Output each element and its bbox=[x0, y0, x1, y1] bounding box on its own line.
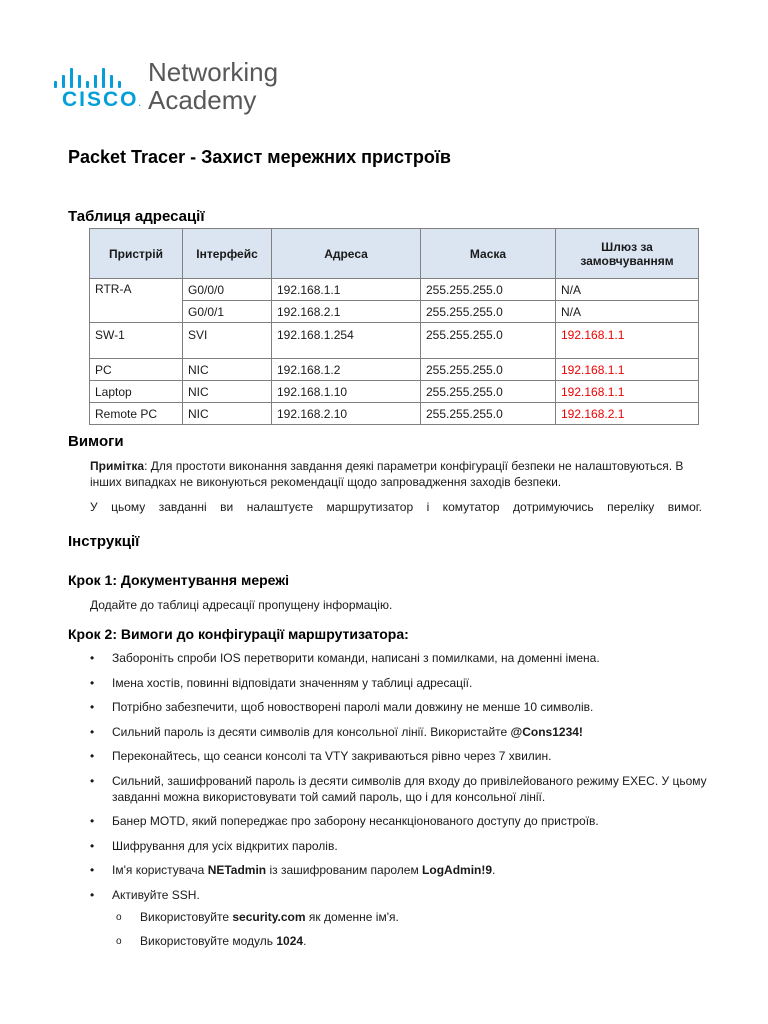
ssh-sublist bbox=[112, 909, 710, 949]
note-paragraph bbox=[90, 458, 702, 490]
step1-title: Крок 1: Документування мережі bbox=[68, 572, 290, 588]
list-item: • Імена хостів, повинні відповідати значенням у таблиці адресації. bbox=[90, 675, 473, 690]
list-item: • Забороніть спроби IOS перетворити команди, написані з помилками, на доменні імена. bbox=[90, 651, 600, 665]
list-item: • Сильний, зашифрований пароль із десяти символів для входу до привілейованого режиму EXEC. У цьому завданні можна використовувати той самий пароль, що і для консольної лінії. bbox=[90, 773, 707, 804]
table-row: Remote PC NIC 192.168.2.10 255.255.255.0 192.168.2.1 bbox=[90, 403, 699, 425]
table-row: G0/0/1 192.168.2.1 255.255.255.0 N/A bbox=[90, 301, 699, 323]
page-title: Packet Tracer - Захист мережних пристроїв bbox=[68, 147, 451, 167]
list-item: • Потрібно забезпечити, щоб новостворені паролі мали довжину не менше 10 символів. bbox=[90, 700, 594, 714]
list-item: • Сильний пароль із десяти символів для консольної лінії. Використайте @Cons1234! bbox=[90, 724, 583, 739]
table-row: SW-1 SVI 192.168.1.254 255.255.255.0 192.168.1.1 bbox=[90, 323, 699, 359]
table-row: Laptop NIC 192.168.1.10 255.255.255.0 192.168.1.1 bbox=[90, 381, 699, 403]
addressing-table bbox=[89, 228, 699, 425]
list-item: • Шифрування для усіх відкритих паролів. bbox=[90, 838, 338, 853]
networking-word: Networking bbox=[148, 57, 279, 87]
router-requirements-list bbox=[90, 650, 710, 957]
col-address: Адреса bbox=[272, 229, 421, 279]
list-item: o Використовуйте security.com як доменне ім'я. bbox=[116, 909, 399, 924]
table-row: PC NIC 192.168.1.2 255.255.255.0 192.168.1.1 bbox=[90, 359, 699, 381]
table-row: RTR-A G0/0/0 192.168.1.1 255.255.255.0 N/A bbox=[90, 279, 699, 301]
col-device: Пристрій bbox=[90, 229, 183, 279]
list-item: o Використовуйте модуль 1024. bbox=[116, 933, 307, 948]
note-text: : Для простоти виконання завдання деякі параметри конфігурації безпеки не налаштовуються. В інших випадках не виконуються рекомендації щодо запровадження заходів безпеки. bbox=[90, 459, 684, 489]
cisco-networking-academy-logo bbox=[52, 58, 312, 118]
list-item: • Банер MOTD, який попереджає про заборону несанкціонованого доступу до пристроїв. bbox=[90, 814, 599, 828]
col-interface: Інтерфейс bbox=[183, 229, 272, 279]
requirements-heading: Вимоги bbox=[68, 433, 124, 450]
note-label: Примітка bbox=[90, 459, 145, 473]
list-item: • Активуйте SSH. o Використовуйте security.com як доменне ім'я. o Використовуйте модуль 1024. bbox=[90, 887, 710, 949]
step1-text: Додайте до таблиці адресації пропущену інформацію. bbox=[90, 598, 393, 612]
addressing-table-heading: Таблиця адресації bbox=[68, 208, 205, 225]
academy-word: Academy bbox=[148, 85, 257, 115]
instructions-heading: Інструкції bbox=[68, 533, 140, 550]
step2-title: Крок 2: Вимоги до конфігурації маршрутизатора: bbox=[68, 626, 409, 642]
requirements-intro: У цьому завданні ви налаштуєте маршрутизатор і комутатор дотримуючись переліку вимог. bbox=[90, 500, 702, 514]
list-item: • Переконайтесь, що сеанси консолі та VTY закриваються рівно через 7 хвилин. bbox=[90, 749, 552, 763]
cisco-wordmark: CISCO. bbox=[62, 88, 143, 111]
cisco-bars-icon bbox=[52, 62, 140, 88]
list-item: • Ім'я користувача NETadmin із зашифрованим паролем LogAdmin!9. bbox=[90, 863, 496, 877]
col-mask: Маска bbox=[421, 229, 556, 279]
col-gateway: Шлюз за замовчуванням bbox=[556, 229, 699, 279]
